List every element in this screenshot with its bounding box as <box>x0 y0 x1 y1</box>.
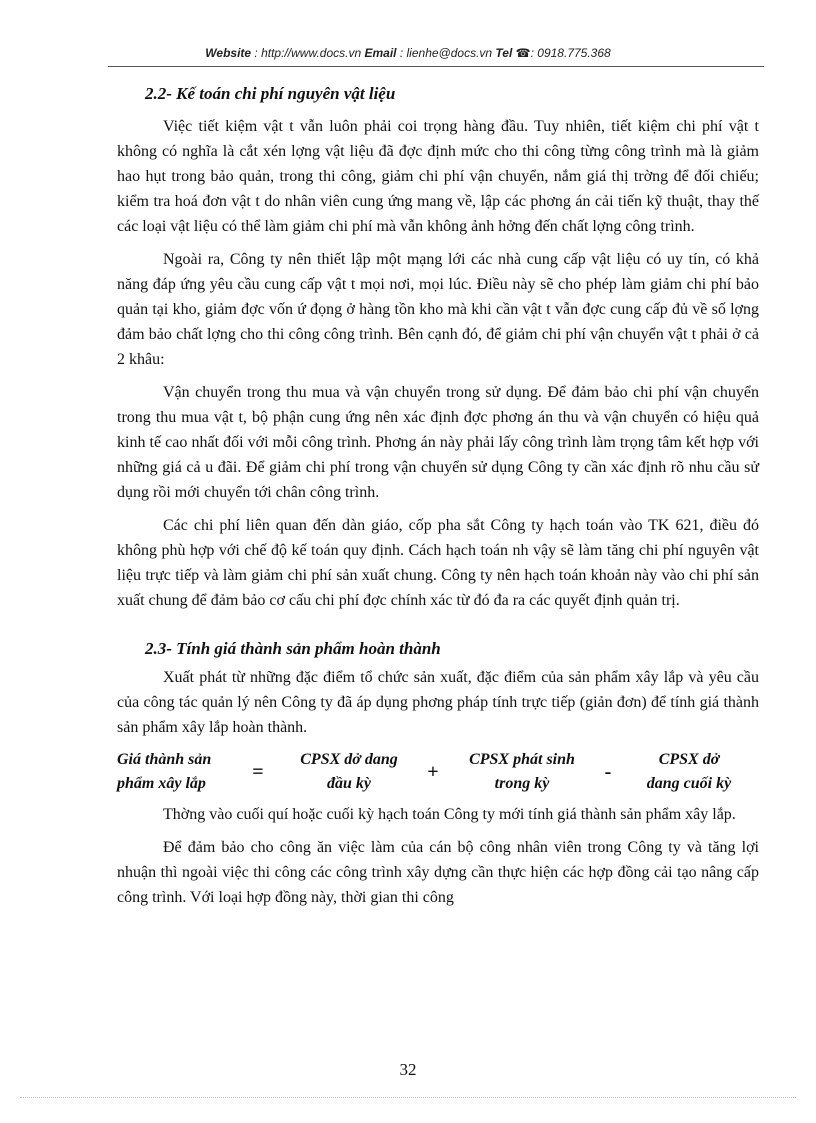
website-value[interactable]: : http://www.docs.vn <box>254 46 362 60</box>
cost-formula <box>117 748 759 796</box>
plus-sign: + <box>427 761 439 783</box>
website-label: Website <box>205 46 252 60</box>
paragraph: Các chi phí liên quan đến dàn giáo, cốp pha sắt Công ty hạch toán vào TK 621, điều đó không phù hợp với chế độ kế toán quy định. Cách hạch toán nh vậy sẽ làm tăng chi phí nguyên vật liệu trực tiếp và làm giảm chi phí sản xuất chung. Công ty nên hạch toán khoản này vào chi phí sản xuất chung để đảm bảo cơ cấu chi phí đợc chính xác từ đó đa ra các quyết định quản trị. <box>117 517 759 609</box>
formula-term-opening-wip: CPSX dở dang đầu kỳ <box>300 751 398 792</box>
email-label: Email <box>364 46 397 60</box>
tel-value: ☎: 0918.775.368 <box>515 46 611 60</box>
formula-term-closing-wip: CPSX dở dang cuối kỳ <box>646 751 732 792</box>
minus-sign: - <box>604 761 612 783</box>
paragraph: Xuất phát từ những đặc điểm tổ chức sản xuất, đặc điểm của sản phẩm xây lắp và yêu cầu của công tác quản lý nên Công ty đã áp dụng phơng pháp tính trực tiếp (giản đơn) để tính giá thành sản phẩm xây lắp hoàn thành. <box>117 669 759 736</box>
paragraph: Để đảm bảo cho công ăn việc làm của cán bộ công nhân viên trong Công ty và tăng lợi nhuận thì ngoài việc thi công các công trình xây dựng cần thực hiện các hợp đồng cải tạo nâng cấp công trình. Với loại hợp đồng này, thời gian thi công <box>117 839 759 906</box>
header-divider <box>108 66 764 67</box>
paragraph: Ngoài ra, Công ty nên thiết lập một mạng lới các nhà cung cấp vật liệu có uy tín, có khả năng đáp ứng yêu cầu cung cấp vật t mọi nơi, mọi lúc. Điều này sẽ cho phép làm giảm chi phí bảo quản tại kho, giảm đợc vốn ứ đọng ở hàng tồn kho mà khi cần vật t vẫn đợc cung cấp đủ về số lợng đảm bảo chất lợng cho thi công công trình. Bên cạnh đó, để giảm chi phí vận chuyển vật t phải ở cả 2 khâu: <box>117 251 759 368</box>
page-content <box>117 84 759 918</box>
formula-lhs: Giá thành sản phẩm xây lắp <box>117 751 212 792</box>
page-number: 32 <box>399 1060 417 1079</box>
tel-label: Tel <box>495 46 513 60</box>
formula-term-incurred: CPSX phát sinh trong kỳ <box>469 751 575 792</box>
section-heading-2-2: 2.2- Kế toán chi phí nguyên vật liệu <box>145 84 396 103</box>
equals-sign: = <box>252 761 264 783</box>
paragraph: Thờng vào cuối quí hoặc cuối kỳ hạch toán Công ty mới tính giá thành sản phẩm xây lắp. <box>163 806 736 823</box>
section-heading-2-3: 2.3- Tính giá thành sản phẩm hoàn thành <box>145 639 441 658</box>
paragraph: Việc tiết kiệm vật t vẫn luôn phải coi trọng hàng đầu. Tuy nhiên, tiết kiệm chi phí vật t không có nghĩa là cắt xén lợng vật liệu đã đợc định mức cho thi công từng công trình mà là giảm hao hụt trong bảo quản, trong thi công, giảm chi phí vận chuyển, nắm giá thị trờng để đối chiếu; kiểm tra hoá đơn vật t do nhân viên cung ứng mang về, lập các phơng án cải tiến kỹ thuật, thay thế các loại vật liệu có thể làm giảm chi phí mà vẫn không ảnh hởng đến chất lợng công trình. <box>117 118 759 235</box>
page-header <box>0 46 816 60</box>
paragraph: Vận chuyển trong thu mua và vận chuyển trong sử dụng. Để đảm bảo chi phí vận chuyển trong thu mua vật t, bộ phận cung ứng nên xác định đợc phơng án thu và vận chuyển có hiệu quả kinh tế cao nhất đối với mỗi công trình. Phơng án này phải lấy công trình làm trọng tâm kết hợp với những giá cả u đãi. Để giảm chi phí trong vận chuyển sử dụng Công ty cần xác định rõ nhu cầu sử dụng rồi mới chuyển tới chân công trình. <box>117 384 759 501</box>
email-value[interactable]: : lienhe@docs.vn <box>399 46 493 60</box>
bottom-divider <box>20 1097 796 1098</box>
